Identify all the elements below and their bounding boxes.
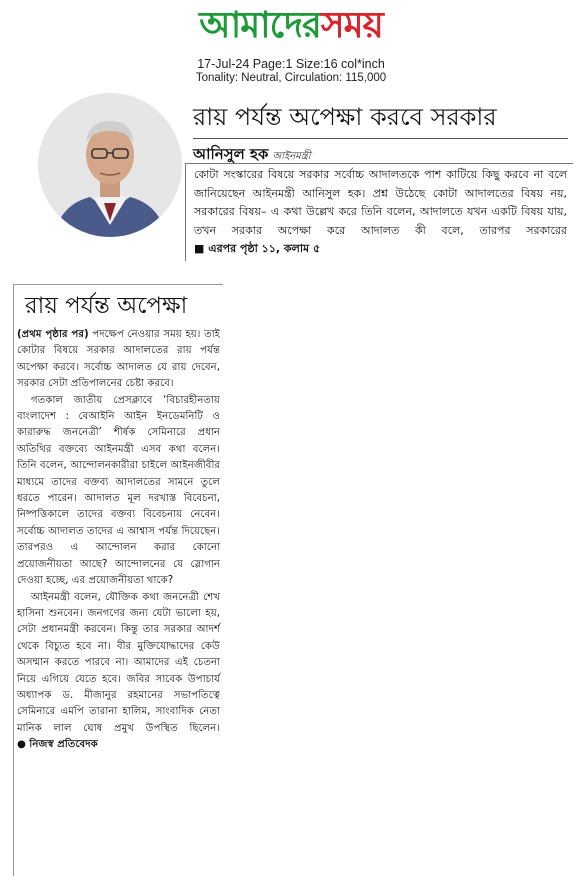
lead-in: (প্রথম পৃষ্ঠার পর) xyxy=(17,329,89,340)
jump-paragraph-1-text: পদক্ষেপ নেওয়ার সময় হয়। তাই কোটার বিষয়ে সরকার আদালতের রায় পর্যন্ত অপেক্ষা করবে। সর্বোচ্চ আদালত যে রায় দেবেন, সরকার সেটা প্রতিপালনের চেষ্টা করবে। xyxy=(17,329,220,390)
logo-part2: সময় xyxy=(320,4,383,46)
author-role: আইনমন্ত্রী xyxy=(272,151,311,162)
front-headline: রায় পর্যন্ত অপেক্ষা করবে সরকার xyxy=(193,103,497,131)
jump-body xyxy=(17,327,220,754)
logo-part1: আমাদের xyxy=(199,4,321,46)
jump-paragraph-3-text: আইনমন্ত্রী বলেন, যৌক্তিক কথা জননেত্রী শেখ হাসিনা শুনবেন। জনগণের জন্য যেটা ভালো হয়, সেটা প্রধানমন্ত্রী করবেন। কিন্তু তার সরকার আদর্শ থেকে বিচ্যুত হবে না। বীর মুক্তিযোদ্ধাদের কেউ অসম্মান করতে পারবে না। আমাদের এই চেতনা নিয়ে এগিয়ে যেতে হবে। জবির সাবেক উপাচার্য অধ্যাপক ড. মীজানুর রহমানের সভাপতিত্বে সেমিনারে এমপি তারানা হালিম, সাংবাদিক নেতা মানিক লাল ঘোষ প্রমুখ উপস্থিত ছিলেন। xyxy=(17,591,220,734)
masthead xyxy=(0,0,582,52)
jump-paragraph-3 xyxy=(17,590,220,754)
jump-paragraph-1 xyxy=(17,327,220,393)
jump-paragraph-2: গতকাল জাতীয় প্রেসক্লাবে ‘বিচারহীনতায় বাংলাদেশ : বেআইনি আইন ইনডেমনিটি ও কারারুদ্ধ জননেত্রী’ শীর্ষক সেমিনারে প্রধান অতিথির বক্তব্যে আইনমন্ত্রী এসব কথা বলেন। তিনি বলেন, আন্দোলনকারীরা চাইলে আইনজীবীর মাধ্যমে তাদের বক্তব্য আদালতের সামনে তুলে ধরতে পারেন। আদালত মূল দরখাস্ত বিবেচনা, নিষ্পত্তিকালে তাদের বক্তব্য বিবেচনায় নেবেন। সর্বোচ্চ আদালত তাদের এ আশ্বাস পর্যন্ত দিয়েছেন। তারপরও এ আন্দোলন করার কোনো প্রয়োজনীয়তা আছে? আন্দোলনের যে স্লোগান দেওয়া হচ্ছে, এর প্রয়োজনীয়তা থাকে? xyxy=(17,394,220,587)
author-name: আনিসুল হক xyxy=(193,145,269,163)
jump-frame-left xyxy=(13,284,14,876)
front-lead-text: কোটা সংস্কারের বিষয়ে সরকার সর্বোচ্চ আদালতকে পাশ কাটিয়ে কিছু করবে না বলে জানিয়েছেন আইনমন্ত্রী আনিসুল হক। প্রশ্ন উঠেছে কোটা আদালতের বিষয় নয়, সরকারের বিষয়– এ কথা উল্লেখ করে তিনি বলেন, আদালতে যখন একটি বিষয় যায়, তখন সরকার অপেক্ষা করে আদালত কী বলে, তারপর সরকারের xyxy=(194,168,567,237)
jump-headline: রায় পর্যন্ত অপেক্ষা xyxy=(25,293,188,319)
headline-rule xyxy=(193,138,568,139)
newspaper-logo xyxy=(199,2,383,48)
portrait-illustration xyxy=(38,93,182,237)
clipping-meta-date-size: 17-Jul-24 Page:1 Size:16 col*inch xyxy=(197,57,385,71)
clipping-meta-tonality: Tonality: Neutral, Circulation: 115,000 xyxy=(195,72,387,84)
continuation-note: ■ এরপর পৃষ্ঠা ১১, কলাম ৫ xyxy=(194,242,321,255)
front-lead xyxy=(194,166,567,259)
reporter-credit: ● নিজস্ব প্রতিবেদক xyxy=(17,739,98,751)
jump-frame-top xyxy=(13,284,223,285)
author-portrait xyxy=(38,93,182,237)
